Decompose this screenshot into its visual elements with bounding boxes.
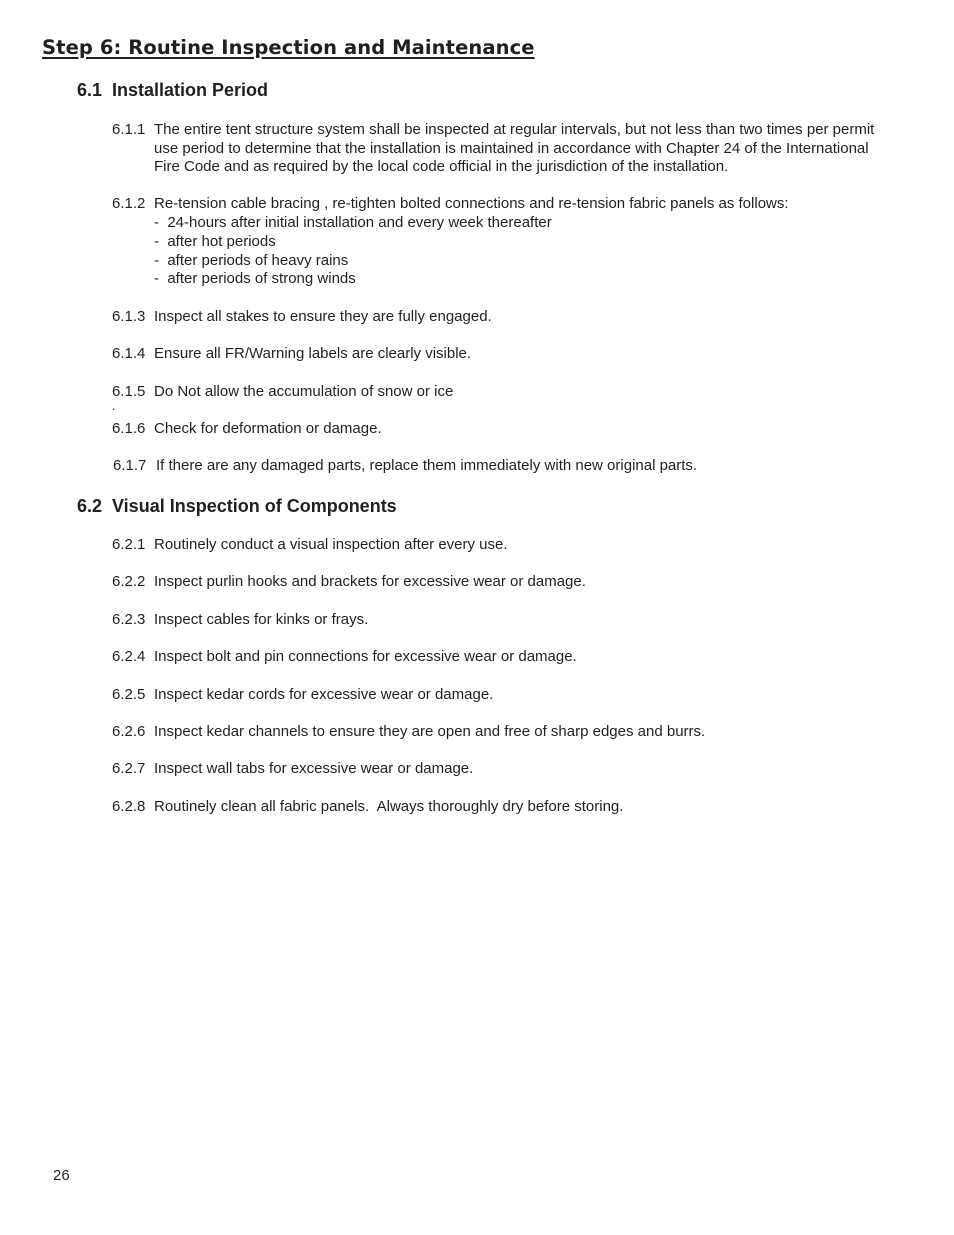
item-text: Re-tension cable bracing , re-tighten bolted connections and re-tension fabric panels as follows: [154, 195, 789, 212]
section-heading-installation-period [77, 80, 268, 101]
item-number: 6.2.7 [112, 760, 146, 777]
item-number: 6.2.8 [112, 798, 146, 815]
section-title: Visual Inspection of Components [112, 496, 397, 516]
list-item-6-2-7 [112, 760, 922, 779]
item-text: Inspect wall tabs for excessive wear or damage. [154, 760, 474, 777]
bullet-item: - after periods of strong winds [154, 270, 356, 287]
list-item-6-2-4 [112, 648, 922, 667]
bullet-item: - after periods of heavy rains [154, 252, 349, 269]
item-number: 6.1.3 [112, 308, 146, 325]
section-number: 6.1 [77, 80, 103, 100]
item-text: Inspect kedar channels to ensure they are open and free of sharp edges and burrs. [154, 723, 706, 740]
item-text-line: use period to determine that the installation is maintained in accordance with Chapter 24 of the International [154, 139, 869, 157]
list-item-6-2-8 [112, 798, 922, 817]
item-text: Inspect purlin hooks and brackets for excessive wear or damage. [154, 573, 586, 590]
list-item-6-2-3 [112, 611, 922, 630]
item-text: Routinely conduct a visual inspection after every use. [154, 536, 508, 553]
page-title: Step 6: Routine Inspection and Maintenance [42, 36, 535, 59]
item-text: If there are any damaged parts, replace them immediately with new original parts. [156, 457, 698, 474]
list-item-6-1-4 [112, 345, 922, 364]
item-text: Inspect bolt and pin connections for excessive wear or damage. [154, 648, 577, 665]
stray-period: . [112, 399, 116, 413]
list-item-6-1-3 [112, 308, 922, 327]
list-item-6-1-6 [112, 420, 922, 439]
section-number: 6.2 [77, 496, 103, 516]
item-number: 6.2.1 [112, 536, 146, 553]
item-text-line: The entire tent structure system shall be inspected at regular intervals, but not less than two times per permit [154, 121, 875, 138]
item-number: 6.2.3 [112, 611, 146, 628]
section-heading-visual-inspection [77, 496, 397, 517]
item-number: 6.1.6 [112, 420, 146, 437]
list-item-6-1-2 [112, 195, 922, 214]
list-item-6-2-1 [112, 536, 922, 555]
list-item-6-1-1 [112, 121, 922, 177]
item-text-line: Fire Code and as required by the local code official in the jurisdiction of the installation. [154, 158, 729, 176]
item-number: 6.2.4 [112, 648, 146, 665]
item-number: 6.1.4 [112, 345, 146, 362]
item-text: Check for deformation or damage. [154, 420, 382, 437]
item-text: Inspect kedar cords for excessive wear or damage. [154, 686, 494, 703]
item-text: Routinely clean all fabric panels. Always thoroughly dry before storing. [154, 798, 624, 815]
page-number: 26 [53, 1167, 70, 1184]
item-number: 6.2.5 [112, 686, 146, 703]
item-number: 6.1.1 [112, 121, 146, 138]
item-number: 6.1.5 [112, 383, 146, 400]
item-number: 6.2.2 [112, 573, 146, 590]
list-item-6-2-6 [112, 723, 922, 742]
list-item-6-2-5 [112, 686, 922, 705]
list-item-6-1-5 [112, 383, 922, 402]
list-item-6-2-2 [112, 573, 922, 592]
item-number: 6.1.2 [112, 195, 146, 212]
item-number: 6.1.7 [113, 457, 147, 474]
bullet-item: - 24-hours after initial installation and every week thereafter [154, 214, 552, 231]
item-text: Inspect all stakes to ensure they are fully engaged. [154, 308, 492, 325]
item-number: 6.2.6 [112, 723, 146, 740]
section-title: Installation Period [112, 80, 269, 100]
item-text: Do Not allow the accumulation of snow or ice [154, 383, 454, 400]
item-text: Ensure all FR/Warning labels are clearly visible. [154, 345, 472, 362]
list-item-6-1-7 [112, 457, 922, 476]
item-text: Inspect cables for kinks or frays. [154, 611, 369, 628]
bullet-item: - after hot periods [154, 233, 276, 250]
